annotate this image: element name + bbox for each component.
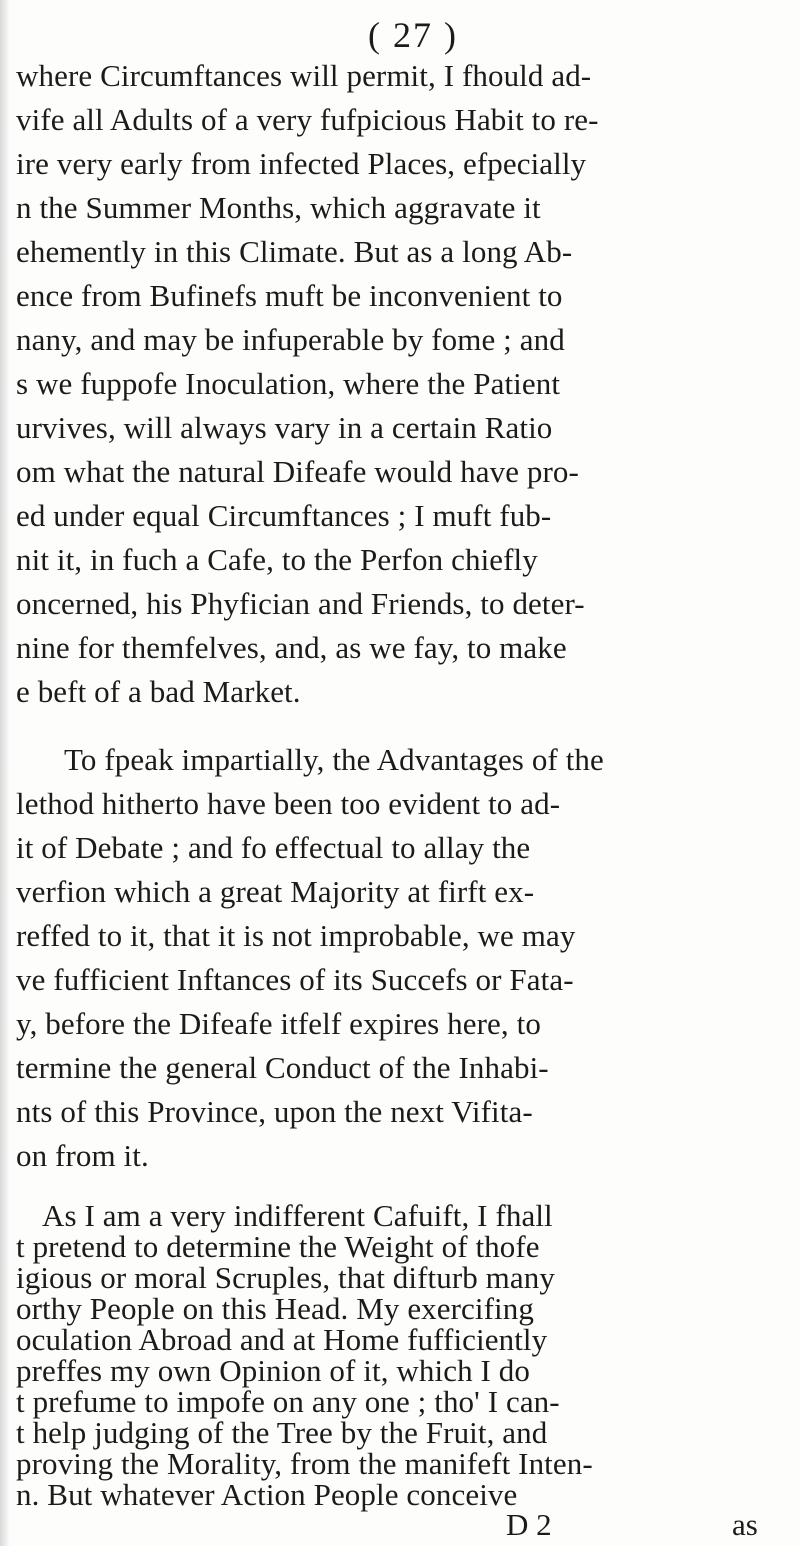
text-line: s we fuppofe Inoculation, where the Patient [16, 366, 561, 401]
text-line: ire very early from infected Places, efpecially [16, 146, 587, 181]
text-line: orthy People on this Head. My exercifing [16, 1291, 534, 1326]
text-line: on from it. [16, 1138, 149, 1173]
text-line: ence from Bufinefs muft be inconvenient to [16, 278, 563, 313]
text-line: reffed to it, that it is not improbable, we may [16, 918, 576, 953]
text-line: vife all Adults of a very fufpicious Habit to re- [16, 102, 599, 137]
text-line: proving the Morality, from the manifeft Inten- [16, 1446, 593, 1481]
text-line: it of Debate ; and fo effectual to allay the [16, 830, 531, 865]
text-line: t prefume to impofe on any one ; tho' I can- [16, 1384, 560, 1419]
text-line: t help judging of the Tree by the Fruit, and [16, 1415, 548, 1450]
text-line: nit it, in fuch a Cafe, to the Perfon chiefly [16, 542, 538, 577]
page-number: ( 27 ) [368, 15, 458, 55]
gutter-shadow [0, 0, 10, 1546]
text-line: n. But whatever Action People conceive [16, 1477, 518, 1512]
text-line: termine the general Conduct of the Inhabi- [16, 1050, 549, 1085]
text-line: ed under equal Circumftances ; I muft fub- [16, 498, 552, 533]
text-line: nts of this Province, upon the next Vifita- [16, 1094, 533, 1129]
text-line: As I am a very indifferent Cafuift, I fhall [42, 1198, 553, 1233]
text-line: nine for themfelves, and, as we fay, to make [16, 630, 567, 665]
text-line: verfion which a great Majority at firft ex- [16, 874, 535, 909]
signature-mark: D 2 [506, 1507, 552, 1542]
text-line: oculation Abroad and at Home fufficiently [16, 1322, 548, 1357]
text-line: n the Summer Months, which aggravate it [16, 190, 541, 225]
text-line: preffes my own Opinion of it, which I do [16, 1353, 530, 1388]
text-line: t pretend to determine the Weight of thofe [16, 1229, 540, 1264]
text-line: e beft of a bad Market. [16, 674, 301, 709]
text-line: om what the natural Difeafe would have pro- [16, 454, 579, 489]
text-line: oncerned, his Phyfician and Friends, to deter- [16, 586, 585, 621]
text-line: where Circumftances will permit, I fhould ad- [16, 58, 592, 93]
text-line: y, before the Difeafe itfelf expires here, to [16, 1006, 541, 1041]
text-line: To fpeak impartially, the Advantages of the [64, 742, 604, 777]
text-line: urvives, will always vary in a certain Ratio [16, 410, 553, 445]
text-line: lethod hitherto have been too evident to ad- [16, 786, 561, 821]
catchword: as [732, 1507, 758, 1542]
text-line: ehemently in this Climate. But as a long Ab- [16, 234, 573, 269]
text-line: igious or moral Scruples, that difturb many [16, 1260, 555, 1295]
text-line: nany, and may be infuperable by fome ; and [16, 322, 565, 357]
text-line: ve fufficient Inftances of its Succefs or Fata- [16, 962, 574, 997]
